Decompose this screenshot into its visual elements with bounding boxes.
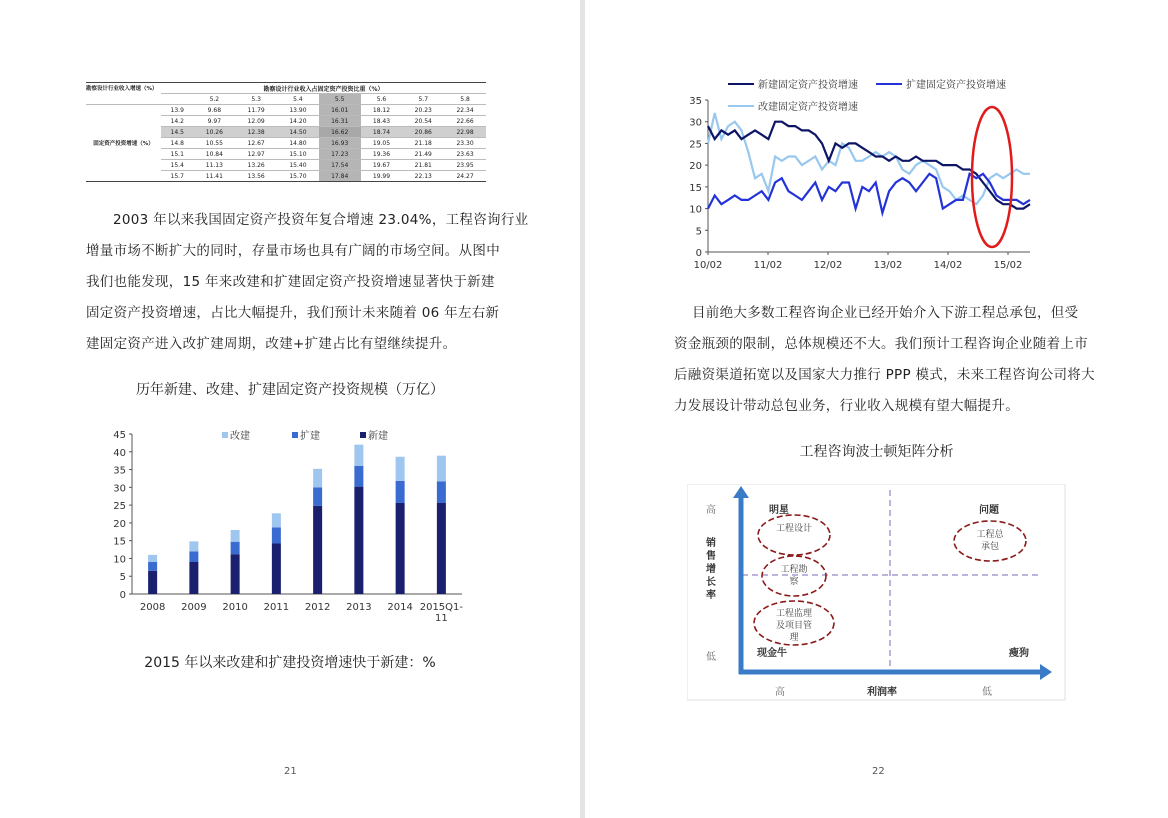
paragraph-line: 我们也能发现，15 年来改建和扩建固定资产投资增速显著快于新建	[86, 274, 495, 290]
bar-segment	[354, 445, 363, 466]
bar-segment	[272, 513, 281, 527]
y-tick-label: 25	[113, 501, 126, 513]
matrix-title: 工程咨询波士顿矩阵分析	[799, 444, 954, 460]
bar-segment	[437, 456, 446, 482]
table-cell: 11.41	[193, 171, 235, 182]
table-cell: 16.01	[319, 105, 361, 116]
table-row-key: 14.2	[161, 116, 193, 127]
x-tick-label: 14/02	[933, 260, 963, 271]
supervision-label: 工程监理及项目管理	[775, 609, 813, 643]
table-cell: 22.98	[444, 127, 486, 138]
y-low-label: 低	[706, 652, 716, 663]
quadrant-cashcow-label: 现金牛	[757, 648, 787, 659]
table-cell: 13.56	[235, 171, 277, 182]
table-row-group-label: 固定资产投资增速（%）	[86, 105, 161, 182]
table-cell: 10.26	[193, 127, 235, 138]
table-row-key: 15.1	[161, 149, 193, 160]
page-number: 21	[284, 766, 297, 777]
legend-label: 改建	[230, 431, 250, 442]
bar-segment	[313, 469, 322, 487]
survey-label: 工程勘察	[780, 565, 808, 587]
table-cell: 16.93	[319, 138, 361, 149]
table-column-header: 5.4	[277, 94, 319, 105]
table-cell: 17.54	[319, 160, 361, 171]
table-cell: 18.12	[361, 105, 403, 116]
table-column-row	[86, 94, 486, 105]
y-tick-label: 45	[113, 430, 126, 441]
x-tick-label: 11/02	[753, 260, 783, 271]
paragraph-line: 力发展设计带动总包业务，行业收入规模有望大幅提升。	[674, 398, 1019, 414]
page-number: 22	[872, 766, 885, 777]
y-tick-label: 0	[695, 248, 702, 259]
paragraph-line: 增量市场不断扩大的同时，存量市场也具有广阔的市场空间。从图中	[86, 243, 500, 259]
y-tick-label: 5	[119, 572, 126, 584]
table-cell: 19.36	[361, 149, 403, 160]
table-cell: 20.23	[402, 105, 444, 116]
x-tick-label: 2015Q1-	[419, 602, 464, 613]
y-tick-label: 40	[113, 447, 126, 459]
line-chart	[680, 72, 1160, 284]
table-cell: 21.18	[402, 138, 444, 149]
y-tick-label: 0	[119, 590, 126, 601]
table-cell: 19.99	[361, 171, 403, 182]
x-tick-label: 15/02	[993, 260, 1023, 271]
x-tick-label: 2014	[387, 602, 413, 613]
y-tick-label: 30	[689, 117, 702, 129]
table-cell: 16.62	[319, 127, 361, 138]
table-cell: 19.05	[361, 138, 403, 149]
x-tick-label: 2009	[181, 602, 207, 613]
bar-segment	[231, 530, 240, 542]
table-cell: 12.67	[235, 138, 277, 149]
x-high-label: 高	[775, 687, 785, 698]
y-tick-label: 10	[689, 204, 702, 216]
table-column-header: 5.5	[319, 94, 361, 105]
bar-segment	[313, 487, 322, 505]
table-column-header: 5.6	[361, 94, 403, 105]
table-cell: 10.84	[193, 149, 235, 160]
legend-swatch	[360, 432, 366, 438]
table-cell: 18.74	[361, 127, 403, 138]
y-tick-label: 15	[689, 182, 702, 194]
legend-label: 新建固定资产投资增速	[758, 80, 858, 91]
paragraph-line: 目前绝大多数工程咨询企业已经开始介入下游工程总承包，但受	[692, 305, 1079, 321]
paragraph-line: 2003 年以来我国固定资产投资年复合增速 23.04%，工程咨询行业	[113, 212, 529, 228]
table-cell: 23.63	[444, 149, 486, 160]
y-tick-label: 10	[113, 554, 126, 566]
table-cell: 23.30	[444, 138, 486, 149]
bar-segment	[148, 571, 157, 594]
y-high-label: 高	[706, 505, 716, 516]
sensitivity-table	[86, 82, 486, 182]
table-row-key: 14.8	[161, 138, 193, 149]
table-cell: 12.09	[235, 116, 277, 127]
table-row-key: 15.7	[161, 171, 193, 182]
legend-swatch	[222, 432, 228, 438]
bar-segment	[313, 506, 322, 594]
y-tick-label: 35	[689, 96, 702, 107]
table-cell: 18.43	[361, 116, 403, 127]
x-tick-label: 2010	[222, 602, 248, 613]
table-cell: 9.68	[193, 105, 235, 116]
table-cell: 21.81	[402, 160, 444, 171]
y-axis-label: 销售增长率	[706, 538, 716, 601]
matrix-frame	[687, 484, 1065, 700]
bar-chart	[96, 424, 476, 634]
bar-segment	[231, 554, 240, 594]
table-col-group-header: 勘察设计行业收入占固定资产投资比重（%）	[161, 83, 486, 94]
table-cell: 17.23	[319, 149, 361, 160]
bar-segment	[272, 528, 281, 544]
legend-label: 改建固定资产投资增速	[758, 102, 858, 113]
bar-segment	[148, 562, 157, 571]
table-row-key: 14.5	[161, 127, 193, 138]
line-chart-caption: 2015 年以来改建和扩建投资增速快于新建：%	[144, 655, 436, 671]
table-row-key: 15.4	[161, 160, 193, 171]
y-tick-label: 15	[113, 536, 126, 548]
table-cell: 22.66	[444, 116, 486, 127]
epc-label: 工程总承包	[976, 530, 1004, 552]
bar-segment	[437, 481, 446, 503]
x-tick-label: 2012	[304, 602, 331, 613]
x-tick-label: 2008	[139, 602, 166, 613]
x-tick-label: 13/02	[873, 260, 903, 271]
bcg-matrix	[687, 484, 1067, 702]
legend-swatch	[292, 432, 298, 438]
x-tick-label: 11	[435, 613, 448, 624]
table-cell: 10.55	[193, 138, 235, 149]
quadrant-star-label: 明星	[769, 505, 789, 516]
bar-segment	[148, 555, 157, 562]
bar-segment	[189, 551, 198, 562]
y-tick-label: 25	[689, 139, 702, 151]
table-cell: 12.97	[235, 149, 277, 160]
bar-segment	[189, 562, 198, 594]
table-row-header: 勘察设计行业收入增速（%）	[86, 83, 161, 94]
table-cell: 15.40	[277, 160, 319, 171]
legend-label: 扩建固定资产投资增速	[906, 80, 1006, 91]
bar-segment	[231, 542, 240, 554]
table-cell: 20.86	[402, 127, 444, 138]
x-tick-label: 2011	[263, 602, 290, 613]
x-low-label: 低	[982, 687, 992, 698]
table-cell: 11.79	[235, 105, 277, 116]
bar-segment	[354, 487, 363, 594]
table-cell: 15.70	[277, 171, 319, 182]
paragraph-outlook	[674, 298, 1095, 422]
table-row-key: 13.9	[161, 105, 193, 116]
table-cell: 19.67	[361, 160, 403, 171]
paragraph-line: 后融资渠道拓宽以及国家大力推行 PPP 模式，未来工程咨询公司将大	[674, 367, 1095, 383]
legend-label: 扩建	[300, 431, 320, 442]
table-cell: 14.80	[277, 138, 319, 149]
quadrant-question-label: 问题	[979, 505, 999, 516]
table-cell: 13.26	[235, 160, 277, 171]
table-cell: 15.10	[277, 149, 319, 160]
paragraph-investment	[86, 205, 528, 360]
bar-segment	[396, 503, 405, 594]
table-cell: 22.13	[402, 171, 444, 182]
table-cell: 23.95	[444, 160, 486, 171]
table-cell: 14.50	[277, 127, 319, 138]
table-cell: 11.13	[193, 160, 235, 171]
table-cell: 13.90	[277, 105, 319, 116]
y-tick-label: 20	[113, 518, 126, 530]
table-cell: 9.97	[193, 116, 235, 127]
bar-segment	[354, 466, 363, 487]
y-tick-label: 30	[113, 483, 126, 495]
table-cell: 20.54	[402, 116, 444, 127]
table-cell: 17.84	[319, 171, 361, 182]
bar-chart-title: 历年新建、改建、扩建固定资产投资规模（万亿）	[136, 382, 444, 398]
table-cell: 21.49	[402, 149, 444, 160]
paragraph-line: 建固定资产进入改扩建周期，改建+扩建占比有望继续提升。	[86, 336, 457, 352]
quadrant-dog-label: 瘦狗	[1009, 648, 1029, 659]
table-cell: 24.27	[444, 171, 486, 182]
x-tick-label: 12/02	[813, 260, 843, 271]
paragraph-line: 资金瓶颈的限制，总体规模还不大。我们预计工程咨询企业随着上市	[674, 336, 1088, 352]
table-cell: 12.38	[235, 127, 277, 138]
y-tick-label: 5	[695, 226, 702, 238]
table-cell: 16.31	[319, 116, 361, 127]
y-tick-label: 20	[689, 161, 702, 173]
table-row	[86, 105, 486, 116]
x-tick-label: 10/02	[693, 260, 723, 271]
x-axis-label: 利润率	[867, 687, 897, 698]
bar-segment	[189, 541, 198, 551]
legend-label: 新建	[368, 431, 388, 442]
paragraph-line: 固定资产投资增速，占比大幅提升，我们预计未来随着 06 年左右新	[86, 305, 500, 321]
y-tick-label: 35	[113, 465, 126, 477]
table-cell: 14.20	[277, 116, 319, 127]
page-21	[0, 0, 580, 818]
bar-segment	[396, 481, 405, 503]
bar-segment	[396, 457, 405, 481]
table-column-header: 5.2	[193, 94, 235, 105]
table-column-header: 5.7	[402, 94, 444, 105]
x-tick-label: 2013	[346, 602, 372, 613]
bar-segment	[437, 503, 446, 594]
table-column-header: 5.8	[444, 94, 486, 105]
page-22	[585, 0, 1168, 818]
table-cell: 22.34	[444, 105, 486, 116]
bar-segment	[272, 544, 281, 594]
table-column-header: 5.3	[235, 94, 277, 105]
design-label: 工程设计	[775, 524, 813, 534]
